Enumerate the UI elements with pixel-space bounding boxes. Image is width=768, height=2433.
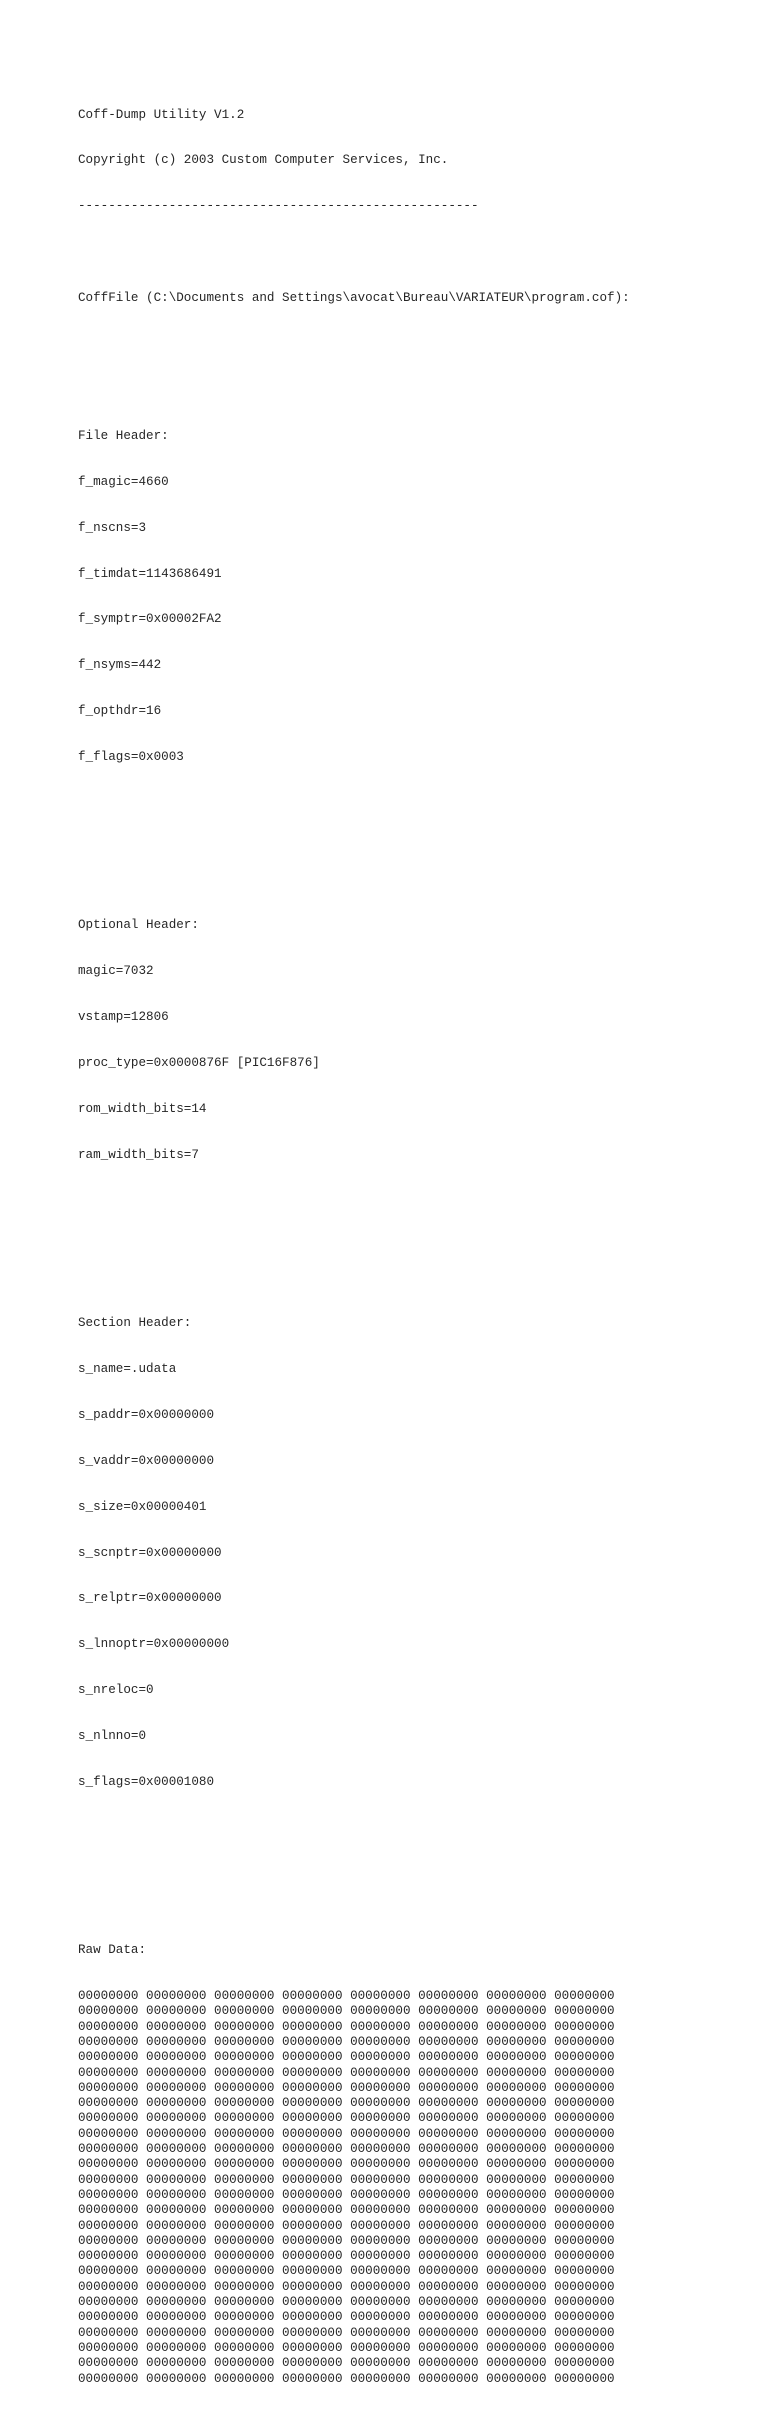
field-line: s_nlnno=0 bbox=[78, 1729, 147, 1744]
section-heading: Raw Data: bbox=[78, 1943, 147, 1958]
coff-file-path: CoffFile (C:\Documents and Settings\avocat\Bureau\VARIATEUR\program.cof): bbox=[78, 291, 630, 306]
raw-data-row: 00000000 00000000 00000000 00000000 00000000 00000000 00000000 00000000 bbox=[78, 2157, 615, 2172]
raw-data-row: 00000000 00000000 00000000 00000000 00000000 00000000 00000000 00000000 bbox=[78, 2218, 615, 2233]
field-line: s_vaddr=0x00000000 bbox=[78, 1453, 215, 1468]
blank-line bbox=[78, 1224, 758, 1239]
raw-data-row: 00000000 00000000 00000000 00000000 00000000 00000000 00000000 00000000 bbox=[78, 2019, 615, 2034]
raw-data-row: 00000000 00000000 00000000 00000000 00000000 00000000 00000000 00000000 bbox=[78, 2065, 615, 2080]
raw-data-row: 00000000 00000000 00000000 00000000 00000000 00000000 00000000 00000000 bbox=[78, 2111, 615, 2126]
field-line: s_size=0x00000401 bbox=[78, 1499, 207, 1514]
raw-data-section bbox=[78, 1913, 758, 2418]
raw-data-row: 00000000 00000000 00000000 00000000 00000000 00000000 00000000 00000000 bbox=[78, 2050, 615, 2065]
section-heading: File Header: bbox=[78, 428, 169, 443]
field-line: rom_width_bits=14 bbox=[78, 1101, 207, 1116]
raw-data-row: 00000000 00000000 00000000 00000000 00000000 00000000 00000000 00000000 bbox=[78, 2080, 615, 2095]
raw-data-row: 00000000 00000000 00000000 00000000 00000000 00000000 00000000 00000000 bbox=[78, 2356, 615, 2371]
field-line: f_nsyms=442 bbox=[78, 658, 162, 673]
blank-line bbox=[78, 827, 758, 842]
raw-data-row: 00000000 00000000 00000000 00000000 00000000 00000000 00000000 00000000 bbox=[78, 2126, 615, 2141]
copyright-line: Copyright (c) 2003 Custom Computer Services, Inc. bbox=[78, 153, 449, 168]
field-line: proc_type=0x0000876F [PIC16F876] bbox=[78, 1056, 320, 1070]
blank-line bbox=[78, 337, 758, 352]
utility-title: Coff-Dump Utility V1.2 bbox=[78, 107, 245, 122]
raw-data-row: 00000000 00000000 00000000 00000000 00000000 00000000 00000000 00000000 bbox=[78, 2295, 615, 2310]
blank-line bbox=[78, 1851, 758, 1866]
field-line: s_paddr=0x00000000 bbox=[78, 1407, 215, 1422]
section-header-section bbox=[78, 1285, 758, 1820]
file-header-section bbox=[78, 398, 758, 796]
field-line: s_nreloc=0 bbox=[78, 1683, 154, 1698]
field-line: magic=7032 bbox=[78, 964, 154, 979]
field-line: f_flags=0x0003 bbox=[78, 750, 184, 765]
field-line: f_magic=4660 bbox=[78, 474, 169, 489]
field-line: s_name=.udata bbox=[78, 1361, 177, 1376]
field-line: f_symptr=0x00002FA2 bbox=[78, 612, 222, 627]
field-line: f_nscns=3 bbox=[78, 520, 147, 535]
field-line: ram_width_bits=7 bbox=[78, 1147, 199, 1162]
field-line: s_flags=0x00001080 bbox=[78, 1774, 215, 1789]
raw-data-row: 00000000 00000000 00000000 00000000 00000000 00000000 00000000 00000000 bbox=[78, 2249, 615, 2264]
raw-data-row: 00000000 00000000 00000000 00000000 00000000 00000000 00000000 00000000 bbox=[78, 2279, 615, 2294]
field-line: s_scnptr=0x00000000 bbox=[78, 1545, 222, 1560]
raw-data-row: 00000000 00000000 00000000 00000000 00000000 00000000 00000000 00000000 bbox=[78, 1989, 615, 2004]
raw-data-row: 00000000 00000000 00000000 00000000 00000000 00000000 00000000 00000000 bbox=[78, 2096, 615, 2111]
coff-dump-document bbox=[78, 77, 758, 2433]
raw-data-row: 00000000 00000000 00000000 00000000 00000000 00000000 00000000 00000000 bbox=[78, 2233, 615, 2248]
raw-data-row: 00000000 00000000 00000000 00000000 00000000 00000000 00000000 00000000 bbox=[78, 2187, 615, 2202]
field-line: s_lnnoptr=0x00000000 bbox=[78, 1637, 230, 1652]
raw-data-row: 00000000 00000000 00000000 00000000 00000000 00000000 00000000 00000000 bbox=[78, 2203, 615, 2218]
section-heading: Section Header: bbox=[78, 1316, 192, 1331]
field-line: s_relptr=0x00000000 bbox=[78, 1591, 222, 1606]
raw-data-rows bbox=[78, 1989, 758, 2387]
separator-rule: ----------------------------------------------------- bbox=[78, 199, 479, 214]
raw-data-row: 00000000 00000000 00000000 00000000 00000000 00000000 00000000 00000000 bbox=[78, 2035, 615, 2049]
field-line: f_opthdr=16 bbox=[78, 704, 162, 719]
raw-data-row: 00000000 00000000 00000000 00000000 00000000 00000000 00000000 00000000 bbox=[78, 2310, 615, 2325]
raw-data-row: 00000000 00000000 00000000 00000000 00000000 00000000 00000000 00000000 bbox=[78, 2371, 615, 2386]
raw-data-row: 00000000 00000000 00000000 00000000 00000000 00000000 00000000 00000000 bbox=[78, 2325, 615, 2340]
field-line: vstamp=12806 bbox=[78, 1010, 169, 1025]
raw-data-row: 00000000 00000000 00000000 00000000 00000000 00000000 00000000 00000000 bbox=[78, 2172, 615, 2187]
raw-data-row: 00000000 00000000 00000000 00000000 00000000 00000000 00000000 00000000 bbox=[78, 2142, 615, 2157]
section-heading: Optional Header: bbox=[78, 918, 199, 933]
field-line: f_timdat=1143686491 bbox=[78, 566, 222, 581]
raw-data-row: 00000000 00000000 00000000 00000000 00000000 00000000 00000000 00000000 bbox=[78, 2264, 615, 2279]
blank-line bbox=[78, 245, 758, 260]
raw-data-row: 00000000 00000000 00000000 00000000 00000000 00000000 00000000 00000000 bbox=[78, 2340, 615, 2355]
raw-data-row: 00000000 00000000 00000000 00000000 00000000 00000000 00000000 00000000 bbox=[78, 2004, 615, 2019]
optional-header-section bbox=[78, 888, 758, 1194]
